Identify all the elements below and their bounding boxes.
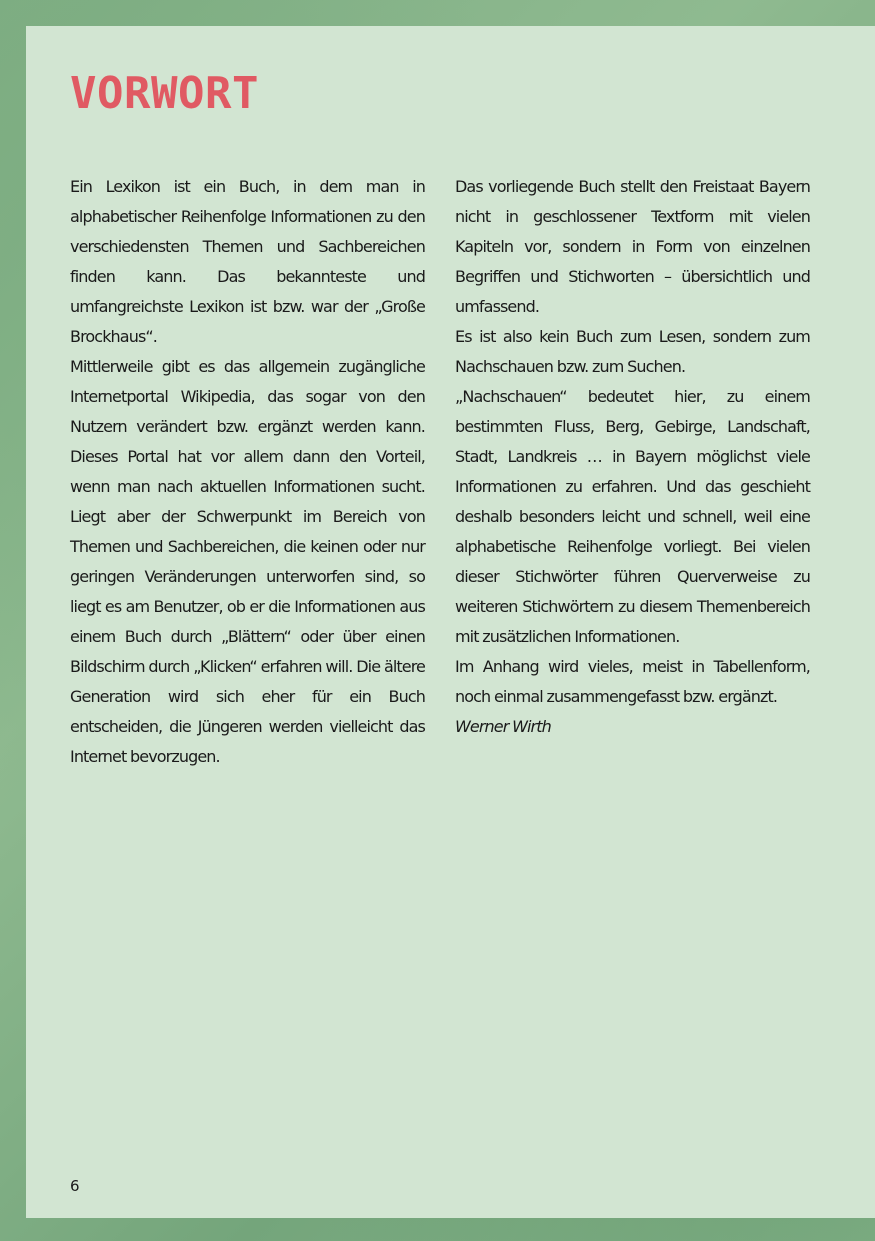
paragraph: Im Anhang wird vieles, meist in Tabellenform, noch einmal zusammengefasst bzw. ergänzt. [455,657,810,706]
left-text-column [70,172,425,772]
paragraph: Mittlerweile gibt es das allgemein zugängliche Internetportal Wikipedia, das sogar von den Nutzern verändert bzw. ergänzt werden kann. Dieses Portal hat vor allem dann den Vorteil, wenn man nach aktuellen Informationen sucht. Liegt aber der Schwerpunkt im Bereich von Themen und Sachbereichen, die keinen oder nur geringen Veränderungen unterworfen sind, so liegt es am Benutzer, ob er die Informationen aus einem Buch durch „Blättern“ oder über einen Bildschirm durch „Klicken“ erfahren will. Die ältere Generation wird sich eher für ein Buch entscheiden, die Jüngeren werden vielleicht das Internet bevorzugen. [70,357,425,766]
paragraph: Ein Lexikon ist ein Buch, in dem man in alphabetischer Reihenfolge Informationen zu den verschiedensten Themen und Sachbereichen finden kann. Das bekannteste und umfangreichste Lexikon ist bzw. war der „Große Brockhaus“. [70,177,425,346]
paragraph: Das vorliegende Buch stellt den Freistaat Bayern nicht in geschlossener Textform mit vielen Kapiteln vor, sondern in Form von einzelnen Begriffen und Stichworten – übersichtlich und umfassend. [455,177,810,316]
paragraph: Es ist also kein Buch zum Lesen, sondern zum Nachschauen bzw. zum Suchen. [455,327,810,376]
book-page [26,26,875,1218]
right-text-column [455,172,810,742]
author-signature: Werner Wirth [455,717,551,736]
page-title: VORWORT [70,68,259,119]
paragraph: „Nachschauen“ bedeutet hier, zu einem bestimmten Fluss, Berg, Gebirge, Landschaft, Stadt, Landkreis … in Bayern möglichst viele Informationen zu erfahren. Und das geschieht deshalb besonders leicht und schnell, weil eine alphabetische Reihenfolge vorliegt. Bei vielen dieser Stichwörter führen Querverweise zu weiteren Stichwörtern zu diesem Themenbereich mit zusätzlichen Informationen. [455,387,810,646]
page-number: 6 [70,1177,80,1195]
